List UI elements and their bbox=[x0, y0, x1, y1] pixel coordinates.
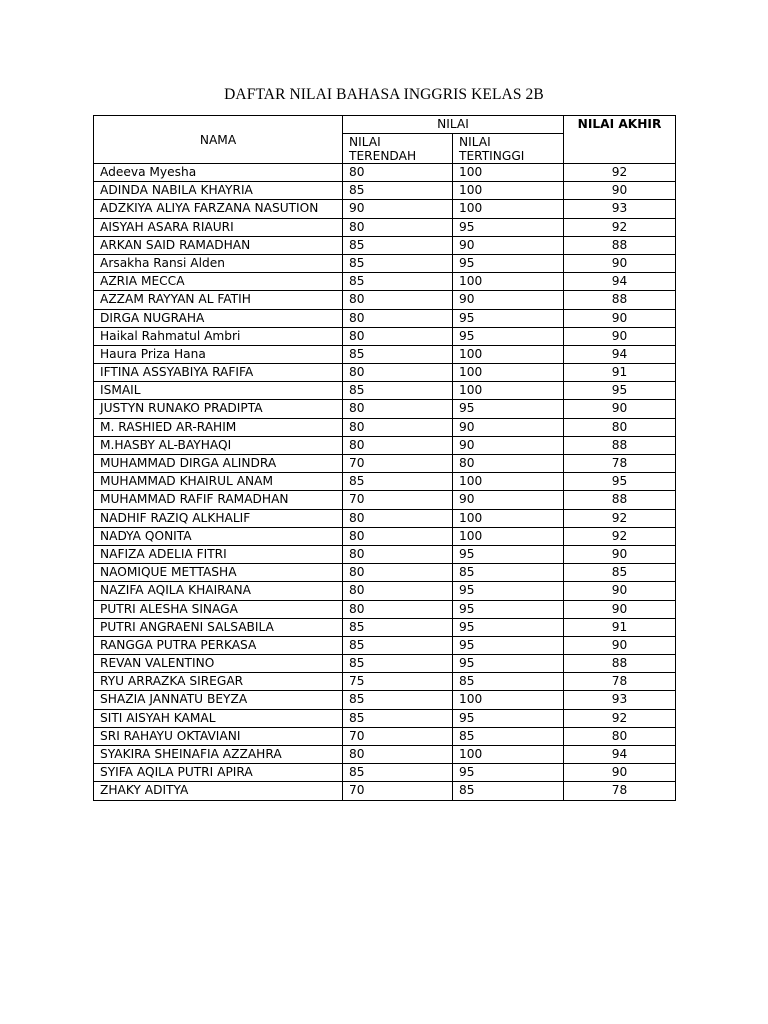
final-score-cell: 90 bbox=[564, 545, 676, 563]
lowest-score-cell: 70 bbox=[343, 727, 453, 745]
student-name-cell: SRI RAHAYU OKTAVIANI bbox=[94, 727, 343, 745]
table-header bbox=[94, 116, 676, 164]
lowest-score-cell: 85 bbox=[343, 636, 453, 654]
highest-score-cell: 95 bbox=[453, 309, 564, 327]
final-score-cell: 90 bbox=[564, 327, 676, 345]
student-name-cell: JUSTYN RUNAKO PRADIPTA bbox=[94, 400, 343, 418]
table-row bbox=[94, 436, 676, 454]
final-score-cell: 90 bbox=[564, 600, 676, 618]
student-name-cell: MUHAMMAD KHAIRUL ANAM bbox=[94, 473, 343, 491]
student-name-cell: AISYAH ASARA RIAURI bbox=[94, 218, 343, 236]
final-score-cell: 90 bbox=[564, 182, 676, 200]
header-lowest-score bbox=[343, 134, 453, 164]
header-lowest-line1: NILAI bbox=[349, 135, 381, 149]
final-score-cell: 94 bbox=[564, 746, 676, 764]
student-name-cell: NADYA QONITA bbox=[94, 527, 343, 545]
table-row bbox=[94, 345, 676, 363]
final-score-cell: 88 bbox=[564, 291, 676, 309]
highest-score-cell: 100 bbox=[453, 691, 564, 709]
final-score-cell: 90 bbox=[564, 582, 676, 600]
student-name-cell: DIRGA NUGRAHA bbox=[94, 309, 343, 327]
final-score-cell: 80 bbox=[564, 727, 676, 745]
final-score-cell: 91 bbox=[564, 364, 676, 382]
lowest-score-cell: 80 bbox=[343, 582, 453, 600]
table-row bbox=[94, 618, 676, 636]
table-row bbox=[94, 218, 676, 236]
table-row bbox=[94, 509, 676, 527]
final-score-cell: 90 bbox=[564, 636, 676, 654]
student-name-cell: NADHIF RAZIQ ALKHALIF bbox=[94, 509, 343, 527]
highest-score-cell: 95 bbox=[453, 545, 564, 563]
student-name-cell: NAFIZA ADELIA FITRI bbox=[94, 545, 343, 563]
lowest-score-cell: 75 bbox=[343, 673, 453, 691]
highest-score-cell: 95 bbox=[453, 400, 564, 418]
header-final-score: NILAI AKHIR bbox=[564, 116, 676, 164]
final-score-cell: 94 bbox=[564, 345, 676, 363]
table-row bbox=[94, 727, 676, 745]
student-name-cell: RYU ARRAZKA SIREGAR bbox=[94, 673, 343, 691]
student-name-cell: Haura Priza Hana bbox=[94, 345, 343, 363]
highest-score-cell: 100 bbox=[453, 164, 564, 182]
student-name-cell: PUTRI ALESHA SINAGA bbox=[94, 600, 343, 618]
final-score-cell: 90 bbox=[564, 309, 676, 327]
lowest-score-cell: 70 bbox=[343, 782, 453, 800]
student-name-cell: Haikal Rahmatul Ambri bbox=[94, 327, 343, 345]
student-name-cell: MUHAMMAD RAFIF RAMADHAN bbox=[94, 491, 343, 509]
table-row bbox=[94, 309, 676, 327]
lowest-score-cell: 80 bbox=[343, 364, 453, 382]
table-row bbox=[94, 291, 676, 309]
table-row bbox=[94, 200, 676, 218]
final-score-cell: 91 bbox=[564, 618, 676, 636]
table-row bbox=[94, 691, 676, 709]
highest-score-cell: 95 bbox=[453, 600, 564, 618]
student-name-cell: M.HASBY AL-BAYHAQI bbox=[94, 436, 343, 454]
table-row bbox=[94, 600, 676, 618]
table-body bbox=[94, 164, 676, 801]
table-row bbox=[94, 764, 676, 782]
highest-score-cell: 100 bbox=[453, 473, 564, 491]
highest-score-cell: 85 bbox=[453, 564, 564, 582]
header-name: NAMA bbox=[94, 116, 343, 164]
table-row bbox=[94, 709, 676, 727]
student-name-cell: IFTINA ASSYABIYA RAFIFA bbox=[94, 364, 343, 382]
table-row bbox=[94, 782, 676, 800]
highest-score-cell: 100 bbox=[453, 527, 564, 545]
lowest-score-cell: 80 bbox=[343, 418, 453, 436]
table-row bbox=[94, 473, 676, 491]
grades-table bbox=[93, 115, 676, 801]
student-name-cell: ADINDA NABILA KHAYRIA bbox=[94, 182, 343, 200]
table-row bbox=[94, 527, 676, 545]
table-row bbox=[94, 746, 676, 764]
highest-score-cell: 95 bbox=[453, 218, 564, 236]
highest-score-cell: 95 bbox=[453, 636, 564, 654]
lowest-score-cell: 85 bbox=[343, 764, 453, 782]
table-row bbox=[94, 564, 676, 582]
lowest-score-cell: 85 bbox=[343, 473, 453, 491]
highest-score-cell: 90 bbox=[453, 236, 564, 254]
highest-score-cell: 90 bbox=[453, 491, 564, 509]
student-name-cell: PUTRI ANGRAENI SALSABILA bbox=[94, 618, 343, 636]
table-row bbox=[94, 273, 676, 291]
highest-score-cell: 80 bbox=[453, 455, 564, 473]
student-name-cell: NAOMIQUE METTASHA bbox=[94, 564, 343, 582]
table-row bbox=[94, 455, 676, 473]
table-row bbox=[94, 673, 676, 691]
header-nilai-group: NILAI bbox=[343, 116, 564, 134]
final-score-cell: 88 bbox=[564, 491, 676, 509]
student-name-cell: M. RASHIED AR-RAHIM bbox=[94, 418, 343, 436]
table-row bbox=[94, 655, 676, 673]
highest-score-cell: 90 bbox=[453, 436, 564, 454]
student-name-cell: AZZAM RAYYAN AL FATIH bbox=[94, 291, 343, 309]
final-score-cell: 88 bbox=[564, 655, 676, 673]
final-score-cell: 95 bbox=[564, 473, 676, 491]
table-row bbox=[94, 164, 676, 182]
header-highest-score bbox=[453, 134, 564, 164]
final-score-cell: 92 bbox=[564, 527, 676, 545]
lowest-score-cell: 85 bbox=[343, 382, 453, 400]
final-score-cell: 85 bbox=[564, 564, 676, 582]
highest-score-cell: 95 bbox=[453, 655, 564, 673]
final-score-cell: 90 bbox=[564, 764, 676, 782]
lowest-score-cell: 80 bbox=[343, 291, 453, 309]
table-row bbox=[94, 364, 676, 382]
lowest-score-cell: 80 bbox=[343, 600, 453, 618]
final-score-cell: 78 bbox=[564, 455, 676, 473]
final-score-cell: 93 bbox=[564, 200, 676, 218]
student-name-cell: SHAZIA JANNATU BEYZA bbox=[94, 691, 343, 709]
student-name-cell: NAZIFA AQILA KHAIRANA bbox=[94, 582, 343, 600]
final-score-cell: 88 bbox=[564, 236, 676, 254]
lowest-score-cell: 70 bbox=[343, 491, 453, 509]
highest-score-cell: 100 bbox=[453, 273, 564, 291]
highest-score-cell: 85 bbox=[453, 673, 564, 691]
lowest-score-cell: 80 bbox=[343, 309, 453, 327]
table-row bbox=[94, 236, 676, 254]
lowest-score-cell: 85 bbox=[343, 691, 453, 709]
lowest-score-cell: 80 bbox=[343, 527, 453, 545]
lowest-score-cell: 80 bbox=[343, 400, 453, 418]
student-name-cell: SYAKIRA SHEINAFIA AZZAHRA bbox=[94, 746, 343, 764]
header-highest-line2: TERTINGGI bbox=[459, 149, 525, 163]
table-row bbox=[94, 491, 676, 509]
final-score-cell: 90 bbox=[564, 254, 676, 272]
table-row bbox=[94, 582, 676, 600]
student-name-cell: Arsakha Ransi Alden bbox=[94, 254, 343, 272]
table-row bbox=[94, 636, 676, 654]
lowest-score-cell: 85 bbox=[343, 709, 453, 727]
final-score-cell: 92 bbox=[564, 509, 676, 527]
student-name-cell: ISMAIL bbox=[94, 382, 343, 400]
highest-score-cell: 95 bbox=[453, 254, 564, 272]
final-score-cell: 92 bbox=[564, 709, 676, 727]
highest-score-cell: 95 bbox=[453, 764, 564, 782]
highest-score-cell: 95 bbox=[453, 327, 564, 345]
lowest-score-cell: 80 bbox=[343, 327, 453, 345]
lowest-score-cell: 90 bbox=[343, 200, 453, 218]
lowest-score-cell: 85 bbox=[343, 345, 453, 363]
student-name-cell: ADZKIYA ALIYA FARZANA NASUTION bbox=[94, 200, 343, 218]
student-name-cell: ARKAN SAID RAMADHAN bbox=[94, 236, 343, 254]
lowest-score-cell: 85 bbox=[343, 655, 453, 673]
student-name-cell: RANGGA PUTRA PERKASA bbox=[94, 636, 343, 654]
table-row bbox=[94, 545, 676, 563]
highest-score-cell: 85 bbox=[453, 782, 564, 800]
student-name-cell: MUHAMMAD DIRGA ALINDRA bbox=[94, 455, 343, 473]
final-score-cell: 78 bbox=[564, 782, 676, 800]
highest-score-cell: 100 bbox=[453, 509, 564, 527]
highest-score-cell: 95 bbox=[453, 709, 564, 727]
header-lowest-line2: TERENDAH bbox=[349, 149, 417, 163]
lowest-score-cell: 80 bbox=[343, 545, 453, 563]
final-score-cell: 93 bbox=[564, 691, 676, 709]
lowest-score-cell: 70 bbox=[343, 455, 453, 473]
lowest-score-cell: 80 bbox=[343, 746, 453, 764]
table-row bbox=[94, 254, 676, 272]
student-name-cell: AZRIA MECCA bbox=[94, 273, 343, 291]
highest-score-cell: 100 bbox=[453, 382, 564, 400]
highest-score-cell: 100 bbox=[453, 345, 564, 363]
student-name-cell: ZHAKY ADITYA bbox=[94, 782, 343, 800]
student-name-cell: Adeeva Myesha bbox=[94, 164, 343, 182]
highest-score-cell: 95 bbox=[453, 618, 564, 636]
lowest-score-cell: 80 bbox=[343, 164, 453, 182]
final-score-cell: 80 bbox=[564, 418, 676, 436]
final-score-cell: 92 bbox=[564, 218, 676, 236]
lowest-score-cell: 85 bbox=[343, 236, 453, 254]
lowest-score-cell: 80 bbox=[343, 509, 453, 527]
final-score-cell: 92 bbox=[564, 164, 676, 182]
lowest-score-cell: 85 bbox=[343, 273, 453, 291]
highest-score-cell: 85 bbox=[453, 727, 564, 745]
table-row bbox=[94, 400, 676, 418]
highest-score-cell: 100 bbox=[453, 182, 564, 200]
student-name-cell: SITI AISYAH KAMAL bbox=[94, 709, 343, 727]
highest-score-cell: 90 bbox=[453, 291, 564, 309]
table-row bbox=[94, 382, 676, 400]
lowest-score-cell: 80 bbox=[343, 218, 453, 236]
lowest-score-cell: 80 bbox=[343, 564, 453, 582]
lowest-score-cell: 85 bbox=[343, 254, 453, 272]
student-name-cell: SYIFA AQILA PUTRI APIRA bbox=[94, 764, 343, 782]
final-score-cell: 78 bbox=[564, 673, 676, 691]
highest-score-cell: 90 bbox=[453, 418, 564, 436]
header-highest-line1: NILAI bbox=[459, 135, 491, 149]
final-score-cell: 90 bbox=[564, 400, 676, 418]
final-score-cell: 94 bbox=[564, 273, 676, 291]
highest-score-cell: 100 bbox=[453, 364, 564, 382]
table-row bbox=[94, 327, 676, 345]
lowest-score-cell: 85 bbox=[343, 182, 453, 200]
highest-score-cell: 95 bbox=[453, 582, 564, 600]
table-row bbox=[94, 418, 676, 436]
highest-score-cell: 100 bbox=[453, 746, 564, 764]
final-score-cell: 95 bbox=[564, 382, 676, 400]
student-name-cell: REVAN VALENTINO bbox=[94, 655, 343, 673]
document-title: DAFTAR NILAI BAHASA INGGRIS KELAS 2B bbox=[224, 86, 544, 103]
final-score-cell: 88 bbox=[564, 436, 676, 454]
highest-score-cell: 100 bbox=[453, 200, 564, 218]
lowest-score-cell: 85 bbox=[343, 618, 453, 636]
table-row bbox=[94, 182, 676, 200]
lowest-score-cell: 80 bbox=[343, 436, 453, 454]
